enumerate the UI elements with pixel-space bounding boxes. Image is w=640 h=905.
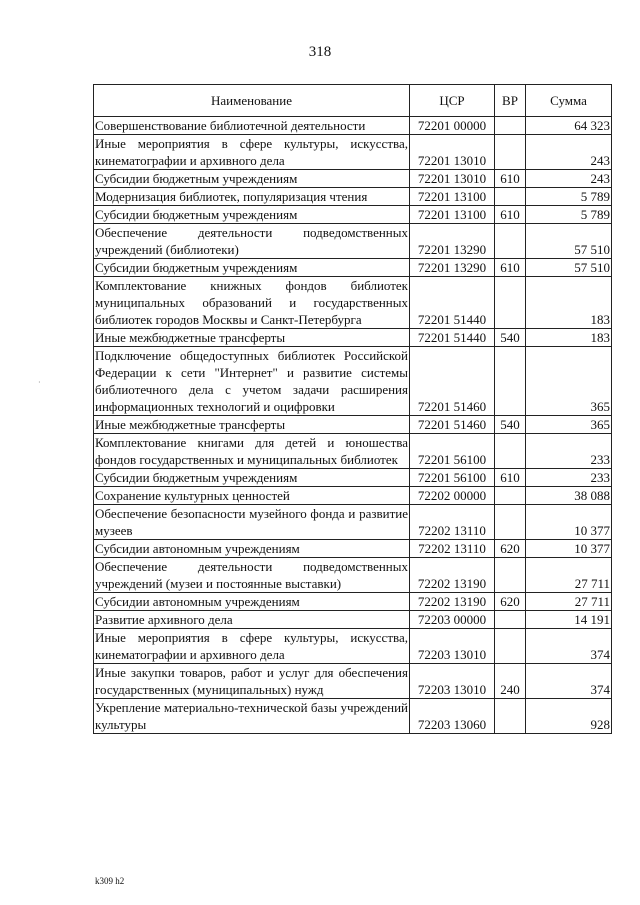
- row-vr: [495, 117, 526, 135]
- row-sum: 14 191: [526, 611, 612, 629]
- row-vr: 610: [495, 170, 526, 188]
- row-name: Иные межбюджетные трансферты: [94, 416, 410, 434]
- row-sum: 183: [526, 329, 612, 347]
- row-csr: 72201 13100: [410, 188, 495, 206]
- row-csr: 72201 51440: [410, 329, 495, 347]
- row-csr: 72201 56100: [410, 469, 495, 487]
- row-name: Подключение общедоступных библиотек Российской Федерации к сети "Интернет" и развитие системы библиотечного дела с учетом задачи расширения информационных технологий и оцифровки: [95, 348, 408, 414]
- row-sum: 233: [526, 434, 612, 469]
- margin-dot: ·: [38, 378, 41, 387]
- header-name: Наименование: [94, 85, 410, 117]
- table-row: [94, 277, 612, 329]
- row-vr: [495, 611, 526, 629]
- row-csr: 72201 51460: [410, 347, 495, 416]
- table-row: [94, 699, 612, 734]
- row-sum: 27 711: [526, 593, 612, 611]
- row-sum: 374: [526, 664, 612, 699]
- table-row: [94, 170, 612, 188]
- row-sum: 243: [526, 135, 612, 170]
- row-name: Субсидии бюджетным учреждениям: [94, 259, 410, 277]
- table-row: [94, 469, 612, 487]
- row-csr: 72202 00000: [410, 487, 495, 505]
- row-name: Развитие архивного дела: [94, 611, 410, 629]
- row-csr: 72202 13110: [410, 505, 495, 540]
- row-sum: 233: [526, 469, 612, 487]
- row-vr: 540: [495, 416, 526, 434]
- row-name: Совершенствование библиотечной деятельности: [94, 117, 410, 135]
- row-vr: 610: [495, 259, 526, 277]
- row-vr: 240: [495, 664, 526, 699]
- row-sum: 5 789: [526, 188, 612, 206]
- budget-table: [93, 84, 612, 734]
- table-row: [94, 188, 612, 206]
- row-name: Субсидии автономным учреждениям: [94, 540, 410, 558]
- table-row: [94, 416, 612, 434]
- row-csr: 72201 51460: [410, 416, 495, 434]
- row-csr: 72202 13190: [410, 593, 495, 611]
- table-body: [94, 117, 612, 734]
- table-row: [94, 259, 612, 277]
- row-name: Субсидии бюджетным учреждениям: [94, 469, 410, 487]
- row-vr: 620: [495, 540, 526, 558]
- table-row: [94, 434, 612, 469]
- row-vr: [495, 347, 526, 416]
- row-csr: 72201 00000: [410, 117, 495, 135]
- row-name: Иные мероприятия в сфере культуры, искусства, кинематографии и архивного дела: [95, 630, 408, 662]
- row-vr: [495, 277, 526, 329]
- row-sum: 57 510: [526, 224, 612, 259]
- row-vr: [495, 699, 526, 734]
- row-sum: 38 088: [526, 487, 612, 505]
- row-vr: [495, 135, 526, 170]
- row-csr: 72201 13100: [410, 206, 495, 224]
- row-sum: 365: [526, 347, 612, 416]
- row-csr: 72201 56100: [410, 434, 495, 469]
- row-vr: [495, 505, 526, 540]
- row-sum: 928: [526, 699, 612, 734]
- row-csr: 72202 13190: [410, 558, 495, 593]
- row-csr: 72203 13010: [410, 664, 495, 699]
- row-csr: 72203 13060: [410, 699, 495, 734]
- table-row: [94, 593, 612, 611]
- row-sum: 374: [526, 629, 612, 664]
- row-csr: 72201 13290: [410, 259, 495, 277]
- row-vr: [495, 487, 526, 505]
- table-row: [94, 558, 612, 593]
- row-name: Иные межбюджетные трансферты: [94, 329, 410, 347]
- row-sum: 183: [526, 277, 612, 329]
- row-name: Обеспечение деятельности подведомственных учреждений (библиотеки): [95, 225, 408, 257]
- table-row: [94, 117, 612, 135]
- row-name: Сохранение культурных ценностей: [94, 487, 410, 505]
- row-csr: 72203 13010: [410, 629, 495, 664]
- row-csr: 72201 13010: [410, 135, 495, 170]
- row-vr: 610: [495, 206, 526, 224]
- header-sum: Сумма: [526, 85, 612, 117]
- row-vr: [495, 434, 526, 469]
- row-vr: 540: [495, 329, 526, 347]
- table-row: [94, 540, 612, 558]
- row-vr: 620: [495, 593, 526, 611]
- page-number: 318: [308, 44, 332, 60]
- row-name: Модернизация библиотек, популяризация чтения: [94, 188, 410, 206]
- row-vr: [495, 188, 526, 206]
- row-sum: 243: [526, 170, 612, 188]
- row-sum: 27 711: [526, 558, 612, 593]
- row-csr: 72201 13010: [410, 170, 495, 188]
- row-name: Субсидии бюджетным учреждениям: [94, 170, 410, 188]
- header-vr: ВР: [495, 85, 526, 117]
- table-row: [94, 664, 612, 699]
- table-row: [94, 629, 612, 664]
- row-name: Комплектование книжных фондов библиотек муниципальных образований и государственных библиотек городов Москвы и Санкт-Петербурга: [95, 278, 408, 327]
- row-sum: 10 377: [526, 505, 612, 540]
- row-sum: 57 510: [526, 259, 612, 277]
- table-row: [94, 347, 612, 416]
- row-vr: [495, 629, 526, 664]
- row-name: Иные мероприятия в сфере культуры, искусства, кинематографии и архивного дела: [95, 136, 408, 168]
- table-row: [94, 135, 612, 170]
- row-vr: [495, 224, 526, 259]
- table-header-row: [94, 85, 612, 117]
- row-sum: 10 377: [526, 540, 612, 558]
- row-name: Субсидии автономным учреждениям: [94, 593, 410, 611]
- row-name: Субсидии бюджетным учреждениям: [94, 206, 410, 224]
- row-name: Укрепление материально-технической базы учреждений культуры: [95, 700, 408, 732]
- row-name: Обеспечение безопасности музейного фонда и развитие музеев: [95, 506, 408, 538]
- table-row: [94, 224, 612, 259]
- row-vr: [495, 558, 526, 593]
- row-sum: 365: [526, 416, 612, 434]
- table-row: [94, 505, 612, 540]
- row-csr: 72201 13290: [410, 224, 495, 259]
- row-sum: 64 323: [526, 117, 612, 135]
- row-vr: 610: [495, 469, 526, 487]
- row-sum: 5 789: [526, 206, 612, 224]
- row-name: Иные закупки товаров, работ и услуг для обеспечения государственных (муниципальных) нужд: [95, 665, 408, 697]
- table-row: [94, 206, 612, 224]
- header-csr: ЦСР: [410, 85, 495, 117]
- footer-code: k309 h2: [95, 876, 125, 886]
- table-row: [94, 329, 612, 347]
- row-name: Комплектование книгами для детей и юношества фондов государственных и муниципальных библиотек: [95, 435, 408, 467]
- row-csr: 72203 00000: [410, 611, 495, 629]
- row-name: Обеспечение деятельности подведомственных учреждений (музеи и постоянные выставки): [95, 559, 408, 591]
- row-csr: 72202 13110: [410, 540, 495, 558]
- row-csr: 72201 51440: [410, 277, 495, 329]
- table-row: [94, 611, 612, 629]
- table-row: [94, 487, 612, 505]
